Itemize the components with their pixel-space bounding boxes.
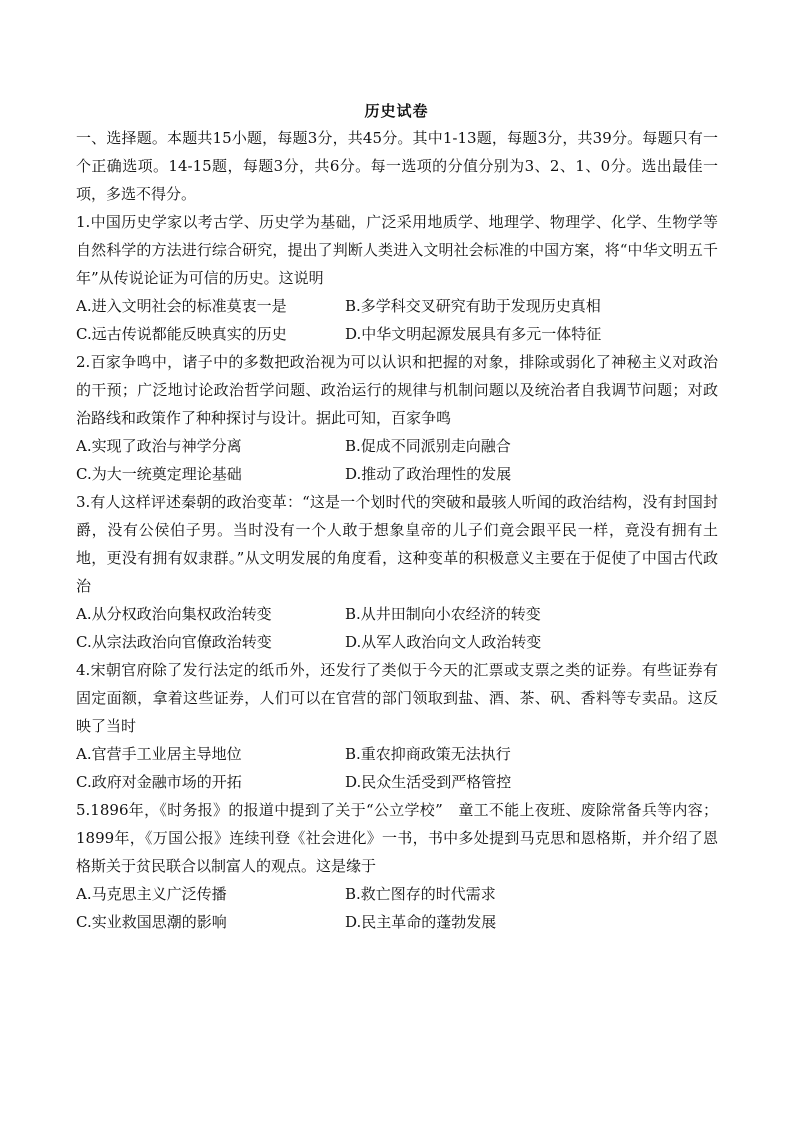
option-c: C.实业救国思潮的影响 xyxy=(76,913,227,931)
question-2 xyxy=(76,348,718,488)
question-stem: 5.1896年，《时务报》的报道中提到了关于“公立学校” 童工不能上夜班、废除常备兵等内容；1899年，《万国公报》连续刊登《社会进化》一书，书中多处提到马克思和恩格斯，并介绍了恩格斯关于贫民联合以制富人的观点。这是缘于 xyxy=(76,801,718,875)
options-row-1 xyxy=(76,740,718,768)
options-row-2 xyxy=(76,320,718,348)
option-b: B.促成不同派别走向融合 xyxy=(345,437,511,455)
question-stem: 1.中国历史学家以考古学、历史学为基础，广泛采用地质学、地理学、物理学、化学、生物学等自然科学的方法进行综合研究，提出了判断人类进入文明社会标准的中国方案，将“中华文明五千年”从传说论证为可信的历史。这说明 xyxy=(76,213,718,287)
exam-title: 历史试卷 xyxy=(364,102,429,120)
option-b: B.重农抑商政策无法执行 xyxy=(345,745,511,763)
exam-content xyxy=(76,124,718,936)
question-stem: 2.百家争鸣中，诸子中的多数把政治视为可以认识和把握的对象，排除或弱化了神秘主义对政治的干预；广泛地讨论政治哲学问题、政治运行的规律与机制问题以及统治者自我调节问题；对政治路线和政策作了种种探讨与设计。据此可知，百家争鸣 xyxy=(76,353,718,427)
option-d: D.从军人政治向文人政治转变 xyxy=(345,633,542,651)
question-4 xyxy=(76,656,718,796)
options-row-1 xyxy=(76,292,718,320)
option-c: C.政府对金融市场的开拓 xyxy=(76,773,242,791)
option-a: A.从分权政治向集权政治转变 xyxy=(76,605,272,623)
options-row-2 xyxy=(76,460,718,488)
option-c: C.从宗法政治向官僚政治转变 xyxy=(76,633,272,651)
options-row-2 xyxy=(76,908,718,936)
options-row-1 xyxy=(76,600,718,628)
question-1 xyxy=(76,208,718,348)
option-c: C.为大一统奠定理论基础 xyxy=(76,465,242,483)
question-3 xyxy=(76,488,718,656)
option-d: D.民众生活受到严格管控 xyxy=(345,773,512,791)
options-row-2 xyxy=(76,768,718,796)
question-stem: 3.有人这样评述秦朝的政治变革：“这是一个划时代的突破和最骇人听闻的政治结构，没有封国封爵，没有公侯伯子男。当时没有一个人敢于想象皇帝的儿子们竟会跟平民一样，竟没有拥有土地，更没有拥有奴隶群。”从文明发展的角度看，这种变革的积极意义主要在于促使了中国古代政治 xyxy=(76,493,718,595)
options-row-2 xyxy=(76,628,718,656)
option-a: A.马克思主义广泛传播 xyxy=(76,885,227,903)
question-stem: 4.宋朝官府除了发行法定的纸币外，还发行了类似于今天的汇票或支票之类的证券。有些证券有固定面额，拿着这些证券，人们可以在官营的部门领取到盐、酒、茶、矾、香料等专卖品。这反映了当时 xyxy=(76,661,718,735)
options-row-1 xyxy=(76,432,718,460)
option-b: B.救亡图存的时代需求 xyxy=(345,885,496,903)
section-instructions: 一、选择题。本题共15小题，每题3分，共45分。其中1-13题，每题3分，共39分。每题只有一个正确选项。14-15题，每题3分，共6分。每一选项的分值分别为3、2、1、0分。选出最佳一项，多选不得分。 xyxy=(76,129,718,203)
option-a: A.实现了政治与神学分离 xyxy=(76,437,242,455)
option-b: B.多学科交叉研究有助于发现历史真相 xyxy=(345,297,601,315)
option-a: A.进入文明社会的标准莫衷一是 xyxy=(76,297,287,315)
option-b: B.从井田制向小农经济的转变 xyxy=(345,605,541,623)
option-a: A.官营手工业居主导地位 xyxy=(76,745,242,763)
options-row-1 xyxy=(76,880,718,908)
option-d: D.中华文明起源发展具有多元一体特征 xyxy=(345,325,602,343)
question-5 xyxy=(76,796,718,936)
option-d: D.推动了政治理性的发展 xyxy=(345,465,512,483)
option-c: C.远古传说都能反映真实的历史 xyxy=(76,325,287,343)
option-d: D.民主革命的蓬勃发展 xyxy=(345,913,497,931)
